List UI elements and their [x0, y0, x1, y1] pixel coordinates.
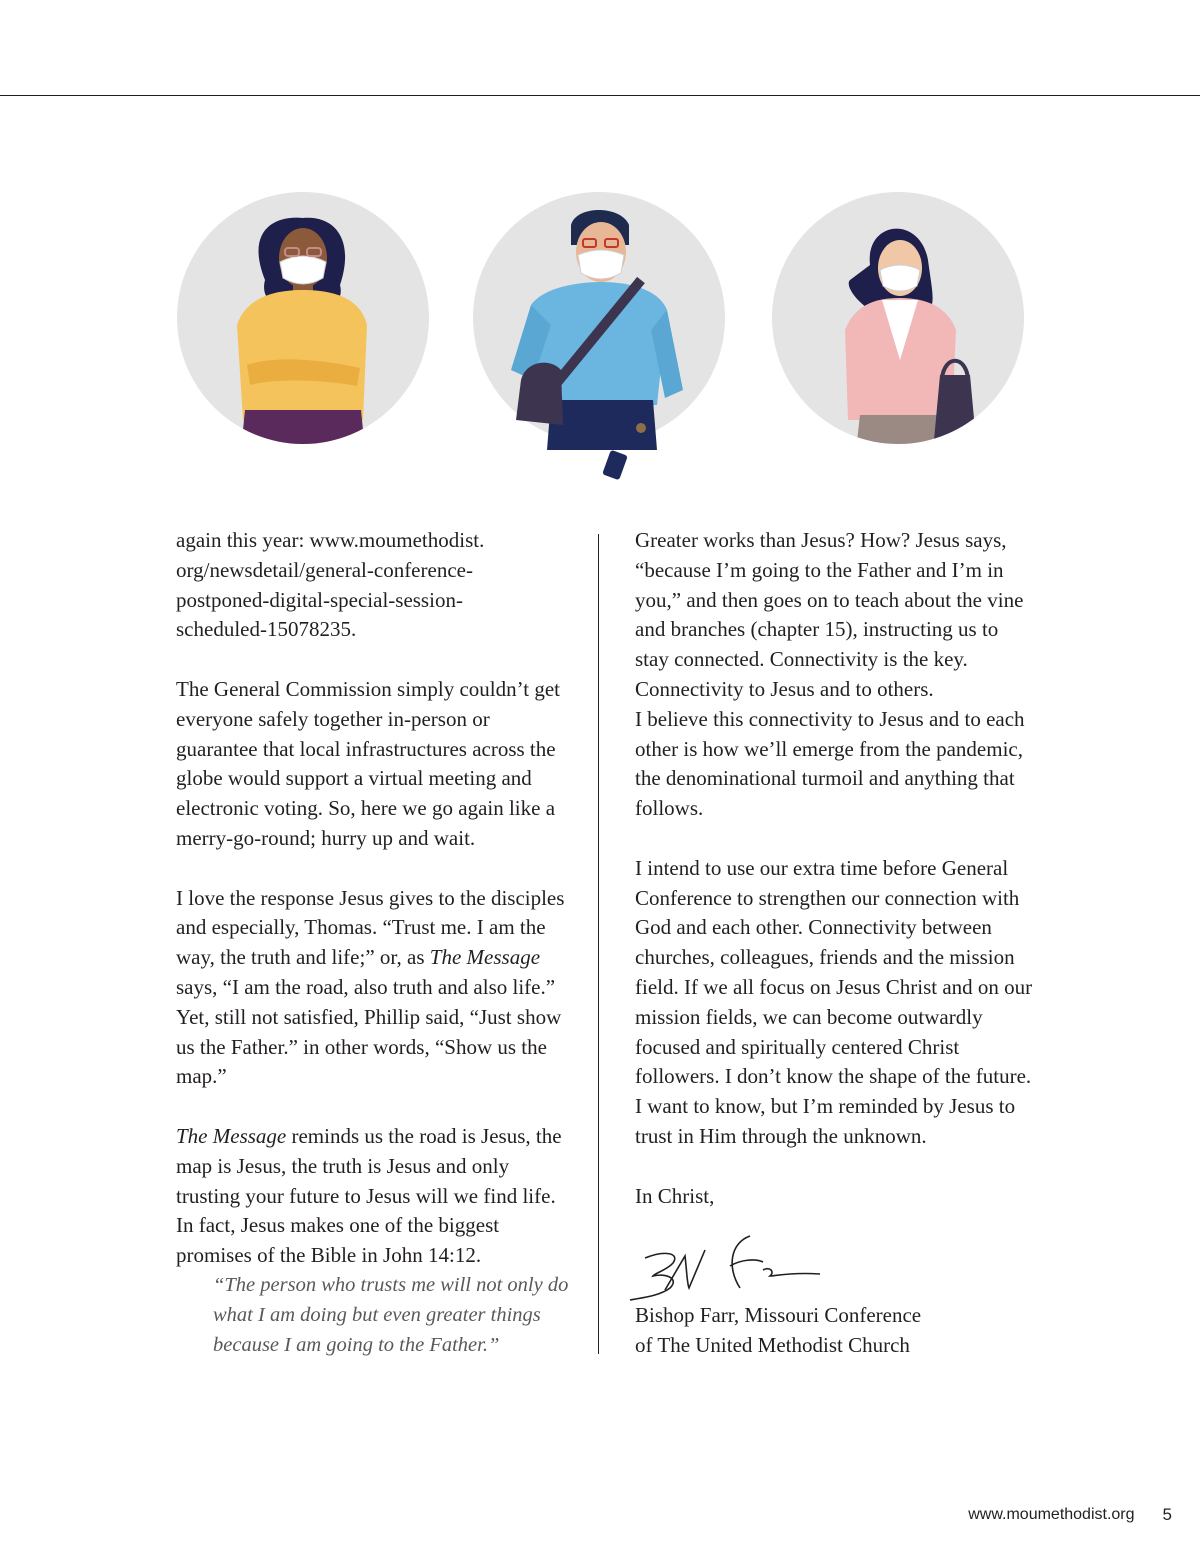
signature-icon: [625, 1228, 825, 1303]
left-column: [176, 526, 576, 1360]
footer-url[interactable]: www.moumethodist.org: [968, 1506, 1135, 1523]
p3-end: says, “I am the road, also truth and also life.” Yet, still not satisfied, Phillip said, “Just show us the Father.” in other words, “Show us the map.”: [176, 974, 562, 1089]
p3-book-title: The Message: [429, 945, 541, 970]
closing-salutation: In Christ,: [635, 1183, 715, 1208]
p1-line: scheduled-15078235.: [176, 617, 357, 642]
illustration-woman-pink-blazer: [770, 190, 1026, 446]
left-paragraph-2: The General Commission simply couldn’t get everyone safely together in-person or guarantee that local infrastructures across the globe would support a virtual meeting and electronic voting. So, here we go again like a merry-go-round; hurry up and wait.: [176, 676, 560, 850]
signature-name: Bishop Farr, Missouri Conference: [635, 1303, 922, 1327]
masked-man-blue-shirt-icon: [471, 190, 727, 480]
page-footer: [968, 1505, 1172, 1525]
p1-line: again this year: www.moumethodist.: [176, 528, 485, 552]
column-divider: [598, 534, 599, 1354]
signature-organization: of The United Methodist Church: [635, 1332, 910, 1357]
left-paragraph-1: [176, 526, 576, 645]
masked-woman-yellow-sweater-icon: [175, 190, 431, 446]
p1-line: org/newsdetail/general-conference-: [176, 557, 473, 582]
illustration-woman-yellow-sweater: [175, 190, 431, 446]
illustration-man-blue-shirt: [471, 190, 727, 480]
p4-book-title: The Message: [176, 1123, 287, 1148]
scripture-quote: “The person who trusts me will not only do what I am doing but even greater things because I am going to the Father.”: [213, 1273, 569, 1356]
right-column: [635, 526, 1035, 1211]
right-paragraph-2: I intend to use our extra time before General Conference to strengthen our connection with God and each other. Connectivity between churches, colleagues, friends and the mission field. If we all focus on Jesus Christ and on our mission fields, we can become outwardly focused and spiritually centered Christ followers. I don’t know the shape of the future. I want to know, but I’m reminded by Jesus to trust in Him through the unknown.: [635, 855, 1033, 1148]
left-paragraph-4: [176, 1122, 576, 1271]
left-paragraph-3: [176, 884, 576, 1093]
signature-block: [635, 1301, 921, 1361]
right-paragraph-1: Greater works than Jesus? How? Jesus says, “because I’m going to the Father and I’m in you,” and then goes on to teach about the vine and branches (chapter 15), instructing us to stay connected. Connectivity is the key. Connectivity to Jesus and to others.: [635, 528, 1024, 701]
p4-end: reminds us the road is Jesus, the map is Jesus, the truth is Jesus and only trusting your future to Jesus will we find life. In fact, Jesus makes one of the biggest promises of the Bible in John 14:12.: [176, 1123, 562, 1268]
handwritten-signature: [625, 1228, 825, 1303]
top-rule: [0, 95, 1200, 96]
p3-start: I love the response Jesus gives to the disciples and especially, Thomas. “Trust me. I am the way, the truth and life;” or, as: [176, 885, 565, 970]
right-paragraph-1b: I believe this connectivity to Jesus and to each other is how we’ll emerge from the pandemic, the denominational turmoil and anything that follows.: [635, 706, 1025, 821]
masked-woman-pink-blazer-icon: [770, 190, 1026, 446]
page-number: 5: [1162, 1505, 1172, 1524]
p1-line: postponed-digital-special-session-: [176, 587, 463, 612]
